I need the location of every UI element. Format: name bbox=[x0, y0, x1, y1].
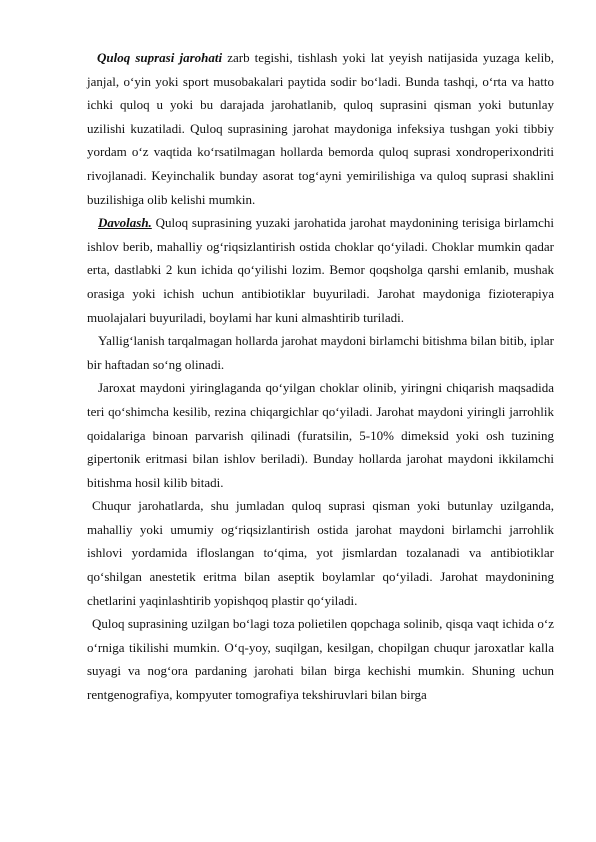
term-ear-injury: Quloq suprasi jarohati bbox=[97, 50, 223, 65]
paragraph-no-inflammation bbox=[87, 329, 554, 376]
paragraph-deep-wounds bbox=[87, 494, 554, 612]
paragraph-ear-injury bbox=[87, 46, 554, 211]
paragraph-text: zarb tegishi, tishlash yoki lat yeyish natijasida yuzaga kelib, janjal, o‘yin yoki sport musobakalari paytida sodir bo‘ladi. Bunda tashqi, o‘rta va hatto ichki quloq u yoki bu darajada jarohatlanib, quloq suprasini qisman yoki butunlay uzilishi kuzatiladi. Quloq suprasining jarohat maydoniga infeksiya tushgan yoki tibbiy yordam o‘z vaqtida ko‘rsatilmagan hollarda bemorda quloq suprasi xondroperixondriti rivojlanadi. Keyinchalik bunday asorat tog‘ayni yemirilishiga va quloq suprasi shaklini buzilishiga olib kelishi mumkin. bbox=[87, 50, 554, 207]
paragraph-text: Jaroxat maydoni yiringlaganda qo‘yilgan choklar olinib, yiringni chiqarish maqsadida teri qo‘shimcha kesilib, rezina chiqargichlar qo‘yiladi. Jarohat maydoni yiringli jarrohlik qoidalariga binoan parvarish qilinadi (furatsilin, 5-10% dimeksid yoki osh tuzining gipertonik eritmasi bilan ishlov beriladi). Bunday hollarda jarohat maydoni ikkilamchi bitishma hosil kilib bitadi. bbox=[87, 380, 554, 490]
paragraph-suppuration bbox=[87, 376, 554, 494]
heading-treatment: Davolash. bbox=[98, 215, 152, 231]
paragraph-text: Quloq suprasining uzilgan bo‘lagi toza polietilen qopchaga solinib, qisqa vaqt ichida o‘z o‘rniga tikilishi mumkin. O‘q-yoy, suqilgan, kesilgan, chopilgan chuqur jaroxatlar kalla suyagi va nog‘ora pardaning jarohati bilan birga kechishi mumkin. Shuning uchun rentgenografiya, kompyuter tomografiya tekshiruvlari bilan birga bbox=[87, 616, 554, 703]
paragraph-treatment bbox=[87, 211, 554, 329]
paragraph-text: Chuqur jarohatlarda, shu jumladan quloq suprasi qisman yoki butunlay uzilganda, mahalliy yoki umumiy og‘riqsizlantirish ostida jarohat maydoni birlamchi jarrohlik ishlovi yordamida ifloslangan to‘qima, yot jismlardan tozalanadi va antibiotiklar qo‘shilgan anestetik eritma bilan aseptik boylamlar qo‘yiladi. Jarohat maydonining chetlarini yaqinlashtirib yopishqoq plastir qo‘yiladi. bbox=[87, 498, 554, 608]
paragraph-text: Quloq suprasining yuzaki jarohatida jarohat maydonining terisiga birlamchi ishlov berib, mahalliy og‘riqsizlantirish ostida choklar qo‘yiladi. Choklar mumkin qadar erta, dastlabki 2 kun ichida qo‘yilishi lozim. Bemor qoqsholga qarshi emlanib, mushak orasiga yoki ichish uchun antibiotiklar buyuriladi. Jarohat maydoniga fizioterapiya muolajalari buyuriladi, boylami har kuni almashtirib turiladi. bbox=[87, 215, 554, 325]
paragraph-text: Yallig‘lanish tarqalmagan hollarda jarohat maydoni birlamchi bitishma bilan bitib, iplar bir haftadan so‘ng olinadi. bbox=[87, 333, 554, 372]
paragraph-detached-fragment bbox=[87, 612, 554, 706]
